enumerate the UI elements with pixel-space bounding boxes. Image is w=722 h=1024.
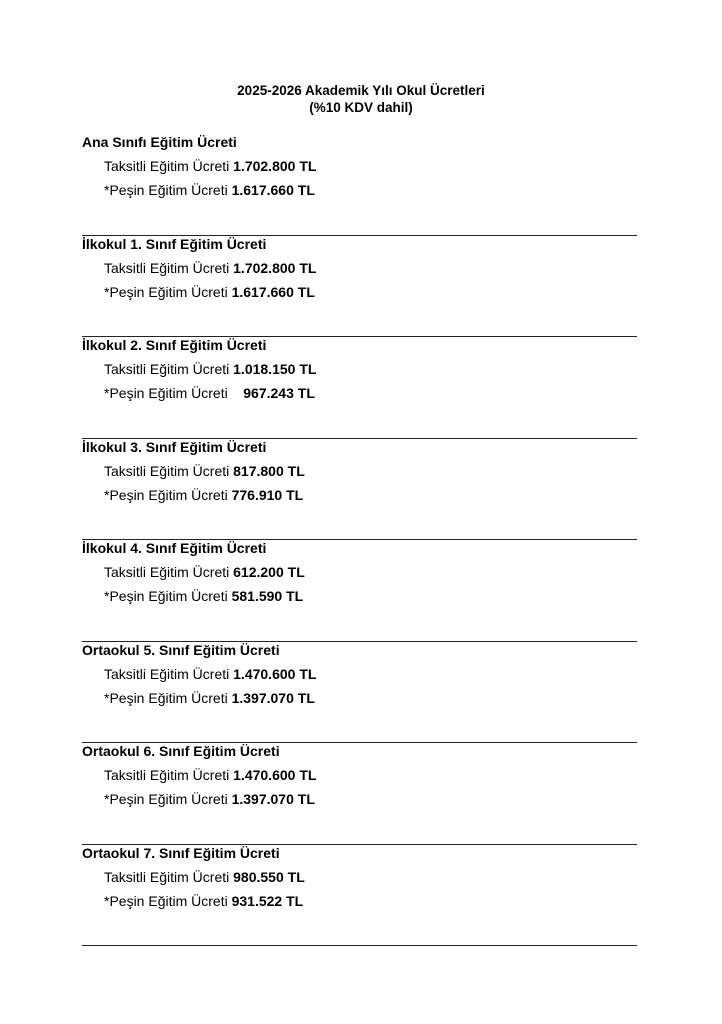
cash-fee-label: *Peşin Eğitim Ücreti	[104, 182, 232, 198]
fee-sections	[82, 134, 637, 946]
fee-section	[82, 134, 637, 236]
installment-fee-label: Taksitli Eğitim Ücreti	[104, 361, 234, 377]
document-subtitle: (%10 KDV dahil)	[309, 100, 413, 115]
cash-fee-amount: 1.397.070 TL	[231, 689, 315, 706]
installment-fee-amount: 1.702.800 TL	[233, 259, 317, 276]
installment-fee-row	[104, 463, 305, 479]
fee-section	[82, 540, 637, 642]
cash-fee-label: *Peşin Eğitim Ücreti	[104, 689, 232, 706]
section-title: İlkokul 4. Sınıf Eğitim Ücreti	[82, 540, 267, 556]
cash-fee-label: *Peşin Eğitim Ücreti	[104, 486, 232, 503]
installment-fee-label: Taksitli Eğitim Ücreti	[104, 259, 234, 276]
cash-fee-row	[104, 588, 303, 604]
cash-fee-amount: 581.590 TL	[231, 588, 304, 604]
fee-section	[82, 743, 637, 845]
cash-fee-amount: 1.397.070 TL	[231, 791, 315, 807]
fee-section	[82, 642, 637, 744]
section-title: Ortaokul 6. Sınıf Eğitim Ücreti	[82, 743, 280, 759]
installment-fee-amount: 1.470.600 TL	[233, 767, 317, 783]
cash-fee-label: *Peşin Eğitim Ücreti	[104, 588, 232, 604]
cash-fee-row	[104, 893, 303, 909]
cash-fee-row	[104, 487, 303, 503]
fee-section	[82, 236, 637, 338]
cash-fee-row	[104, 690, 315, 706]
installment-fee-label: Taksitli Eğitim Ücreti	[104, 868, 234, 885]
section-title: Ortaokul 7. Sınıf Eğitim Ücreti	[82, 844, 280, 861]
cash-fee-amount: 931.522 TL	[231, 892, 304, 909]
installment-fee-label: Taksitli Eğitim Ücreti	[104, 462, 234, 479]
cash-fee-label: *Peşin Eğitim Ücreti	[104, 892, 232, 909]
installment-fee-amount: 1.470.600 TL	[233, 665, 317, 682]
section-title: İlkokul 1. Sınıf Eğitim Ücreti	[82, 235, 267, 252]
cash-fee-amount: 1.617.660 TL	[231, 283, 315, 300]
installment-fee-amount: 1.702.800 TL	[233, 158, 317, 174]
cash-fee-row	[104, 284, 315, 300]
installment-fee-label: Taksitli Eğitim Ücreti	[104, 665, 234, 682]
section-title: Ortaokul 5. Sınıf Eğitim Ücreti	[82, 641, 280, 658]
fee-section	[82, 439, 637, 541]
cash-fee-label: *Peşin Eğitim Ücreti	[104, 283, 232, 300]
cash-fee-label: *Peşin Eğitim Ücreti	[104, 791, 232, 807]
document-header	[0, 82, 722, 116]
installment-fee-row	[104, 666, 316, 682]
installment-fee-amount: 817.800 TL	[233, 462, 305, 479]
document-title: 2025-2026 Akademik Yılı Okul Ücretleri	[237, 83, 485, 98]
cash-fee-row	[104, 385, 315, 401]
installment-fee-amount: 1.018.150 TL	[233, 361, 317, 377]
installment-fee-row	[104, 260, 316, 276]
cash-fee-label: *Peşin Eğitim Ücreti	[104, 385, 244, 401]
installment-fee-amount: 980.550 TL	[233, 868, 305, 885]
installment-fee-label: Taksitli Eğitim Ücreti	[104, 564, 234, 580]
fee-section	[82, 845, 637, 947]
installment-fee-row	[104, 361, 316, 377]
cash-fee-amount: 967.243 TL	[243, 385, 315, 401]
cash-fee-amount: 1.617.660 TL	[231, 182, 315, 198]
section-title: İlkokul 2. Sınıf Eğitim Ücreti	[82, 337, 267, 353]
section-title: Ana Sınıfı Eğitim Ücreti	[82, 134, 237, 150]
installment-fee-amount: 612.200 TL	[233, 564, 305, 580]
section-title: İlkokul 3. Sınıf Eğitim Ücreti	[82, 438, 267, 455]
installment-fee-row	[104, 869, 305, 885]
cash-fee-row	[104, 182, 315, 198]
installment-fee-row	[104, 564, 305, 580]
fee-section	[82, 337, 637, 439]
cash-fee-row	[104, 791, 315, 807]
cash-fee-amount: 776.910 TL	[231, 486, 304, 503]
installment-fee-label: Taksitli Eğitim Ücreti	[104, 767, 234, 783]
installment-fee-row	[104, 158, 316, 174]
installment-fee-row	[104, 767, 316, 783]
installment-fee-label: Taksitli Eğitim Ücreti	[104, 158, 234, 174]
